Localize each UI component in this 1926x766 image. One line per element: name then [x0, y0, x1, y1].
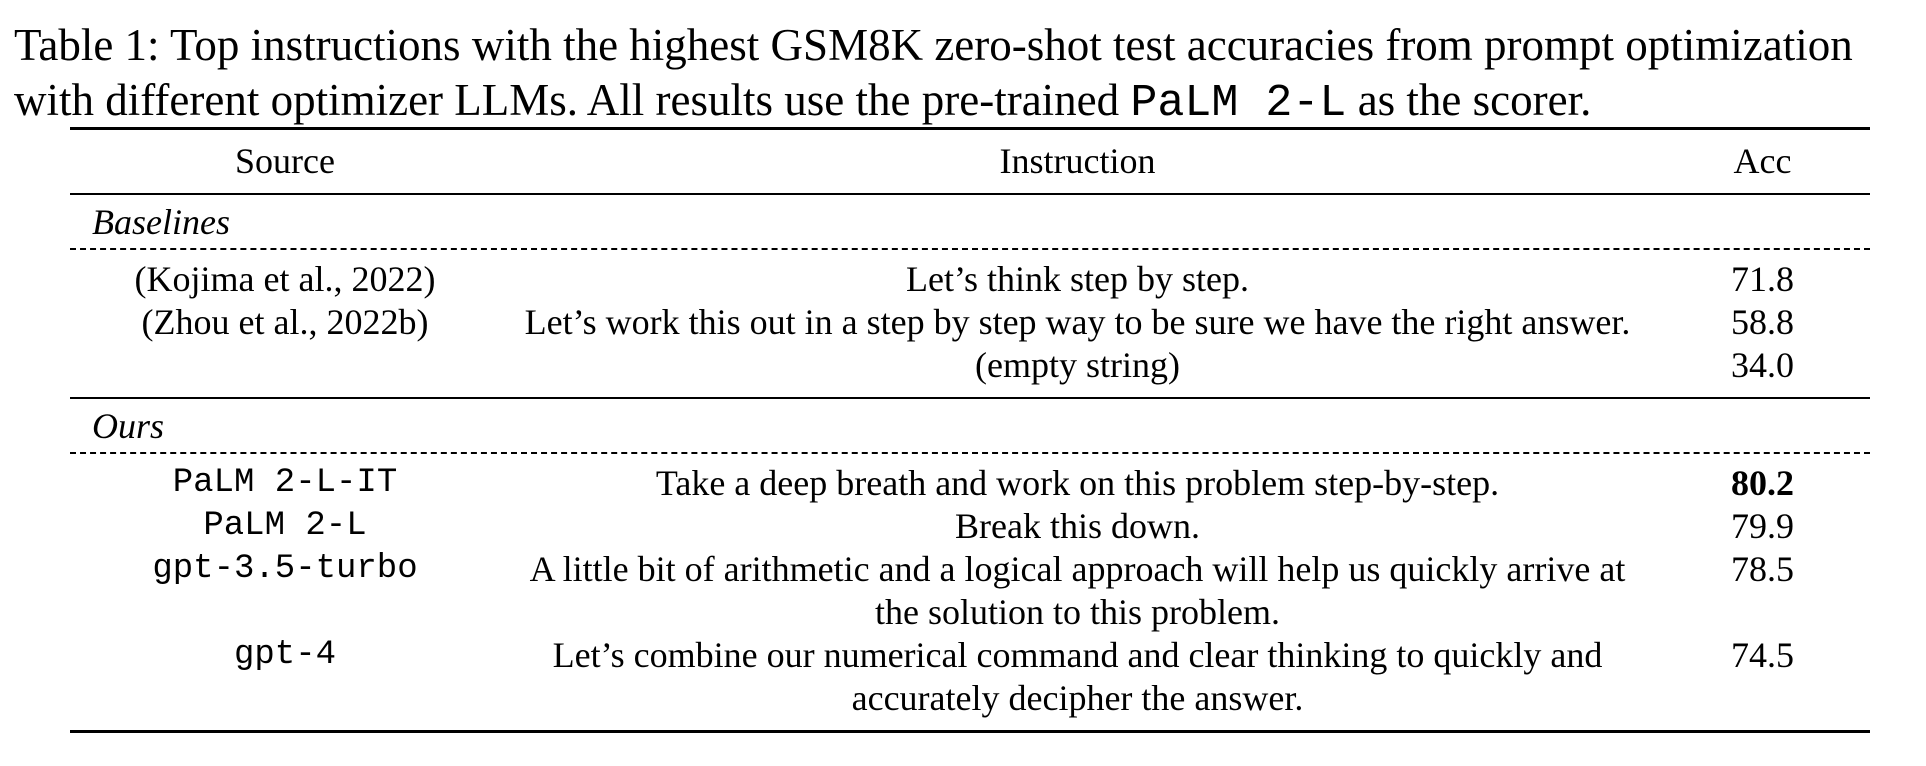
table-header-row — [70, 130, 1870, 193]
table-caption — [14, 18, 1919, 131]
caption-line-2 — [14, 73, 1919, 131]
table-row — [70, 505, 1870, 548]
row-instruction-line: A little bit of arithmetic and a logical approach will help us quickly arrive at — [529, 549, 1626, 589]
caption-scorer-code: PaLM 2-L — [1130, 78, 1347, 129]
row-instruction — [500, 548, 1655, 634]
table-row — [70, 301, 1870, 344]
row-acc-best: 80.2 — [1731, 463, 1794, 503]
results-table — [70, 127, 1870, 733]
row-instruction: Let’s work this out in a step by step way to be sure we have the right answer. — [524, 302, 1631, 342]
row-acc: 78.5 — [1731, 549, 1794, 589]
row-source: (Kojima et al., 2022) — [134, 259, 436, 299]
group-label-baselines: Baselines — [92, 202, 230, 242]
row-instruction-line: accurately decipher the answer. — [851, 678, 1304, 718]
row-instruction: Take a deep breath and work on this problem step-by-step. — [655, 463, 1500, 503]
row-acc: 79.9 — [1731, 506, 1794, 546]
row-instruction: Let’s think step by step. — [906, 259, 1249, 299]
row-instruction — [500, 634, 1655, 720]
row-source: (Zhou et al., 2022b) — [141, 302, 429, 342]
header-acc: Acc — [1733, 141, 1792, 181]
row-source: gpt-3.5-turbo — [152, 550, 418, 588]
table-row — [70, 344, 1870, 387]
row-source: gpt-4 — [233, 636, 337, 674]
caption-line-1: Table 1: Top instructions with the highest GSM8K zero-shot test accuracies from prompt optimization — [14, 20, 1853, 70]
group-label-ours: Ours — [92, 406, 165, 446]
row-acc: 71.8 — [1731, 259, 1794, 299]
row-instruction-line: Let’s combine our numerical command and clear thinking to quickly and — [552, 635, 1603, 675]
table-row — [70, 634, 1870, 720]
table-row — [70, 548, 1870, 634]
row-instruction: Break this down. — [955, 506, 1200, 546]
table-bottom-rule — [70, 730, 1870, 733]
row-acc: 34.0 — [1731, 345, 1794, 385]
row-acc: 74.5 — [1731, 635, 1794, 675]
header-instruction: Instruction — [999, 141, 1156, 181]
table-row — [70, 462, 1870, 505]
row-instruction-line: the solution to this problem. — [875, 592, 1280, 632]
header-source: Source — [235, 141, 335, 181]
table-row — [70, 258, 1870, 301]
row-instruction: (empty string) — [975, 345, 1180, 385]
row-source: PaLM 2-L-IT — [172, 464, 398, 502]
row-acc: 58.8 — [1731, 302, 1794, 342]
caption-line-2-post: as the scorer. — [1346, 75, 1592, 125]
caption-line-2-pre: with different optimizer LLMs. All results use the pre-trained — [14, 75, 1131, 125]
row-source: PaLM 2-L — [203, 507, 367, 545]
